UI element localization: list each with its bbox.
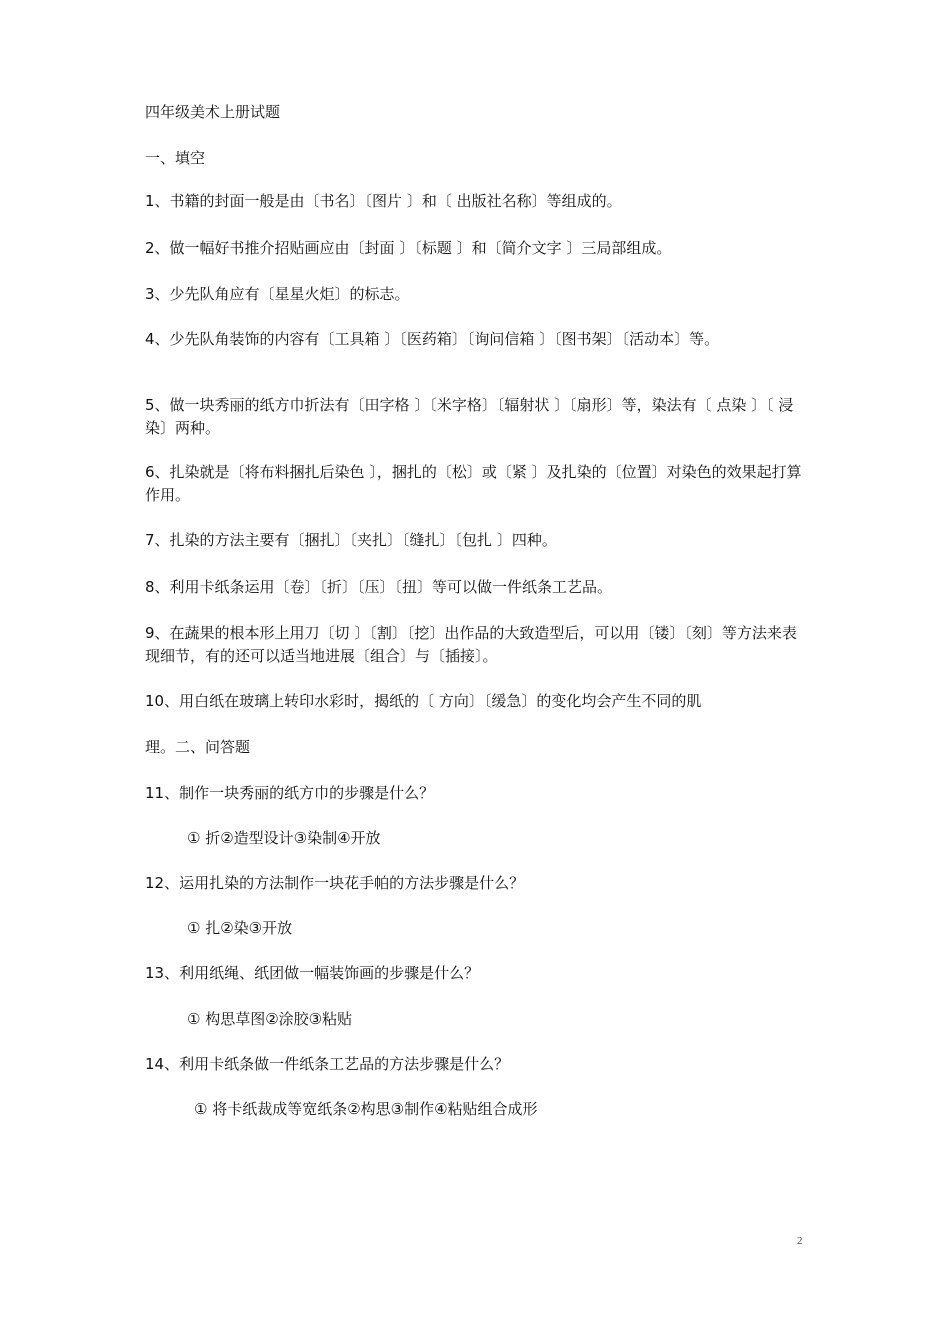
question-9: 9、在蔬果的根本形上用刀〔切 〕〔割〕〔挖〕出作品的大致造型后，可以用〔镂〕〔刻〕等方法来表现细节，有的还可以适当地进展〔组合〕与〔插接〕。 — [145, 624, 797, 665]
question-7: 7、扎染的方法主要有〔捆扎〕〔夹扎〕〔缝扎〕〔包扎 〕四种。 — [145, 531, 557, 549]
question-13: 13、利用纸绳、纸团做一幅装饰画的步骤是什么？ — [145, 964, 480, 982]
answer-13: ① 构思草图②涂胶③粘贴 — [187, 1010, 353, 1028]
answer-12: ① 扎②染③开放 — [187, 919, 293, 937]
question-14: 14、利用卡纸条做一件纸条工艺品的方法步骤是什么？ — [145, 1055, 510, 1073]
page-number: 2 — [797, 1235, 803, 1247]
question-3: 3、少先队角应有〔星星火炬〕的标志。 — [145, 285, 410, 303]
question-1: 1、书籍的封面一般是由〔书名〕〔图片 〕和〔 出版社名称〕等组成的。 — [145, 192, 622, 210]
question-10: 10、用白纸在玻璃上转印水彩时，揭纸的〔 方向〕〔缓急〕的变化均会产生不同的肌 — [145, 692, 702, 710]
question-4: 4、少先队角装饰的内容有〔工具箱 〕〔医药箱〕〔询问信箱 〕〔图书架〕〔活动本〕等。 — [145, 330, 720, 348]
question-8: 8、利用卡纸条运用〔卷〕〔折〕〔压〕〔扭〕等可以做一件纸条工艺品。 — [145, 578, 613, 596]
question-6: 6、扎染就是〔将布料捆扎后染色 〕，捆扎的〔松〕或〔紧 〕及扎染的〔位置〕对染色的效果起打算作用。 — [145, 463, 802, 504]
document-title: 四年级美术上册试题 — [145, 103, 281, 121]
question-5: 5、做一块秀丽的纸方巾折法有〔田字格 〕〔米字格〕〔辐射状 〕〔扇形〕等，染法有〔 点染 〕〔 浸染〕两种。 — [145, 396, 794, 437]
answer-14: ① 将卡纸裁成等宽纸条②构思③制作④粘贴组合成形 — [194, 1100, 538, 1118]
question-11: 11、制作一块秀丽的纸方巾的步骤是什么？ — [145, 784, 435, 802]
question-2: 2、做一幅好书推介招贴画应由〔封面 〕〔标题 〕和〔简介文字 〕三局部组成。 — [145, 239, 672, 257]
section-heading-fill-in: 一、填空 — [145, 149, 206, 167]
question-12: 12、运用扎染的方法制作一块花手帕的方法步骤是什么？ — [145, 874, 525, 892]
answer-11: ① 折②造型设计③染制④开放 — [187, 829, 381, 847]
question-10-continued: 理。二、问答题 — [145, 738, 251, 756]
